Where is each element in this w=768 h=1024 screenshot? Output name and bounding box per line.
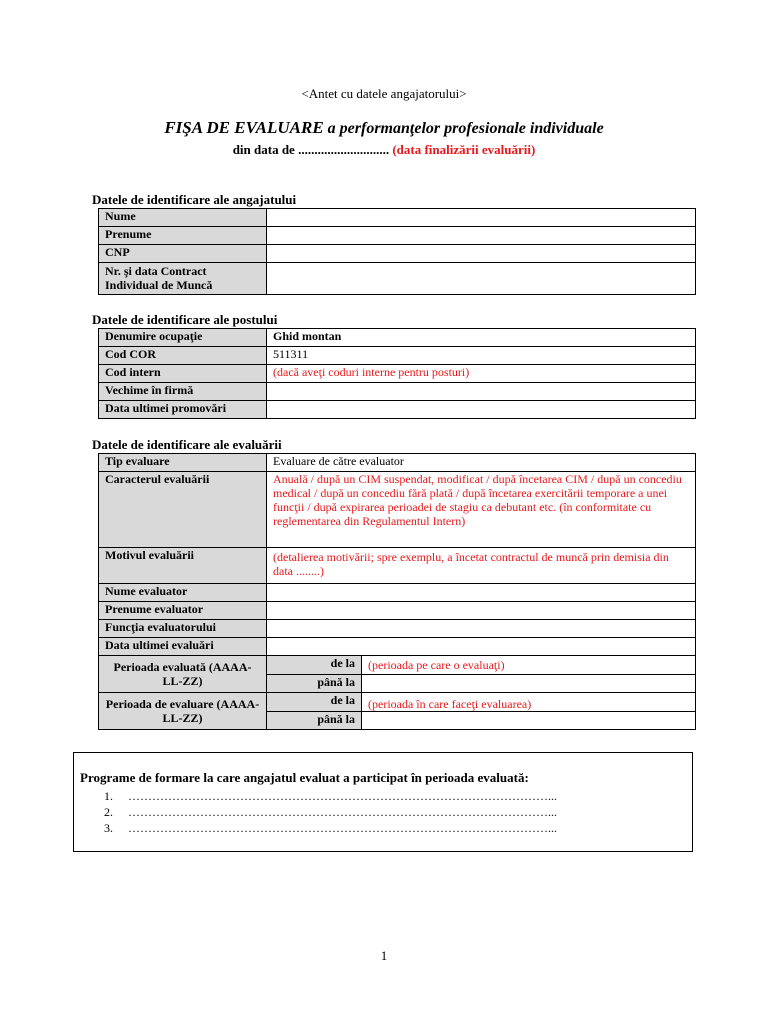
evaluation-character-label: Caracterul evaluării	[99, 472, 267, 548]
evaluation-character-field[interactable]: Anuală / după un CIM suspendat, modificat / după încetarea CIM / după un concediu medical / după un concediu fără plată / după încetarea exercitării temporare a unei funcţii / după expirarea perioadei de stagiu ca debutant etc. (în conformitate cu reglementarea din Regulamentul Intern)	[267, 472, 696, 548]
training-programs-box	[73, 752, 693, 852]
document-title	[0, 118, 768, 138]
evaluated-period-to-field[interactable]	[362, 675, 696, 693]
list-item-text: ……………………………………………………………………………………………...	[128, 789, 557, 803]
evaluation-type-field[interactable]: Evaluare de către evaluator	[267, 454, 696, 472]
evaluator-name-field[interactable]	[267, 584, 696, 602]
evaluation-period-to-label: până la	[267, 712, 362, 730]
evaluation-period-label: Perioada de evaluare (AAAA-LL-ZZ)	[99, 693, 267, 730]
training-programs-list	[104, 788, 557, 836]
employee-contract-field[interactable]	[267, 263, 696, 295]
title-rest: a performanţelor profesionale individuale	[323, 120, 604, 137]
last-evaluation-date-label: Data ultimei evaluări	[99, 638, 267, 656]
last-promotion-label: Data ultimei promovări	[99, 401, 267, 419]
evaluation-period-from-label: de la	[267, 693, 362, 712]
evaluation-period-to-field[interactable]	[362, 712, 696, 730]
employee-section-title: Datele de identificare ale angajatului	[92, 192, 297, 207]
evaluator-function-field[interactable]	[267, 620, 696, 638]
evaluation-reason-field[interactable]: (detalierea motivării; spre exemplu, a încetat contractul de muncă prin demisia din data ........)	[267, 548, 696, 584]
evaluator-surname-field[interactable]	[267, 602, 696, 620]
evaluation-period-from-field[interactable]: (perioada în care faceţi evaluarea)	[362, 693, 696, 712]
evaluated-period-from-field[interactable]: (perioada pe care o evaluaţi)	[362, 656, 696, 675]
list-item-number: 3.	[104, 821, 113, 835]
occupation-label: Denumire ocupaţie	[99, 329, 267, 347]
employee-contract-label: Nr. şi data Contract Individual de Muncă	[99, 263, 267, 295]
list-item[interactable]	[104, 820, 557, 836]
cod-cor-label: Cod COR	[99, 347, 267, 365]
evaluation-table	[98, 453, 696, 730]
list-item[interactable]	[104, 788, 557, 804]
position-section-title: Datele de identificare ale postului	[92, 312, 278, 327]
evaluation-section-title: Datele de identificare ale evaluării	[92, 437, 282, 452]
employee-name-field[interactable]	[267, 209, 696, 227]
evaluated-period-label: Perioada evaluată (AAAA-LL-ZZ)	[99, 656, 267, 693]
employee-cnp-field[interactable]	[267, 245, 696, 263]
seniority-field[interactable]	[267, 383, 696, 401]
last-evaluation-date-field[interactable]	[267, 638, 696, 656]
subtitle-date: din data de ............................	[232, 142, 390, 157]
evaluator-surname-label: Prenume evaluator	[99, 602, 267, 620]
employee-surname-label: Prenume	[99, 227, 267, 245]
employee-surname-field[interactable]	[267, 227, 696, 245]
employee-name-label: Nume	[99, 209, 267, 227]
position-table	[98, 328, 696, 419]
document-subtitle	[0, 142, 768, 158]
evaluator-name-label: Nume evaluator	[99, 584, 267, 602]
employee-cnp-label: CNP	[99, 245, 267, 263]
subtitle-note: (data finalizării evaluării)	[389, 142, 536, 157]
evaluator-function-label: Funcţia evaluatorului	[99, 620, 267, 638]
list-item-number: 2.	[104, 805, 113, 819]
cod-intern-label: Cod intern	[99, 365, 267, 383]
employer-header-note: <Antet cu datele angajatorului>	[301, 86, 467, 101]
last-promotion-field[interactable]	[267, 401, 696, 419]
list-item-number: 1.	[104, 789, 113, 803]
cod-cor-field[interactable]: 511311	[267, 347, 696, 365]
title-main: FIŞA DE EVALUARE	[164, 118, 324, 137]
evaluation-type-label: Tip evaluare	[99, 454, 267, 472]
occupation-field[interactable]: Ghid montan	[267, 329, 696, 347]
list-item-text: ……………………………………………………………………………………………...	[128, 805, 557, 819]
evaluated-period-from-label: de la	[267, 656, 362, 675]
list-item[interactable]	[104, 804, 557, 820]
cod-intern-field[interactable]: (dacă aveţi coduri interne pentru posturi)	[267, 365, 696, 383]
list-item-text: ……………………………………………………………………………………………...	[128, 821, 557, 835]
employee-table	[98, 208, 696, 295]
page-number: 1	[380, 948, 388, 963]
seniority-label: Vechime în firmă	[99, 383, 267, 401]
evaluation-reason-label: Motivul evaluării	[99, 548, 267, 584]
evaluated-period-to-label: până la	[267, 675, 362, 693]
training-programs-title: Programe de formare la care angajatul evaluat a participat în perioada evaluată:	[80, 770, 529, 785]
